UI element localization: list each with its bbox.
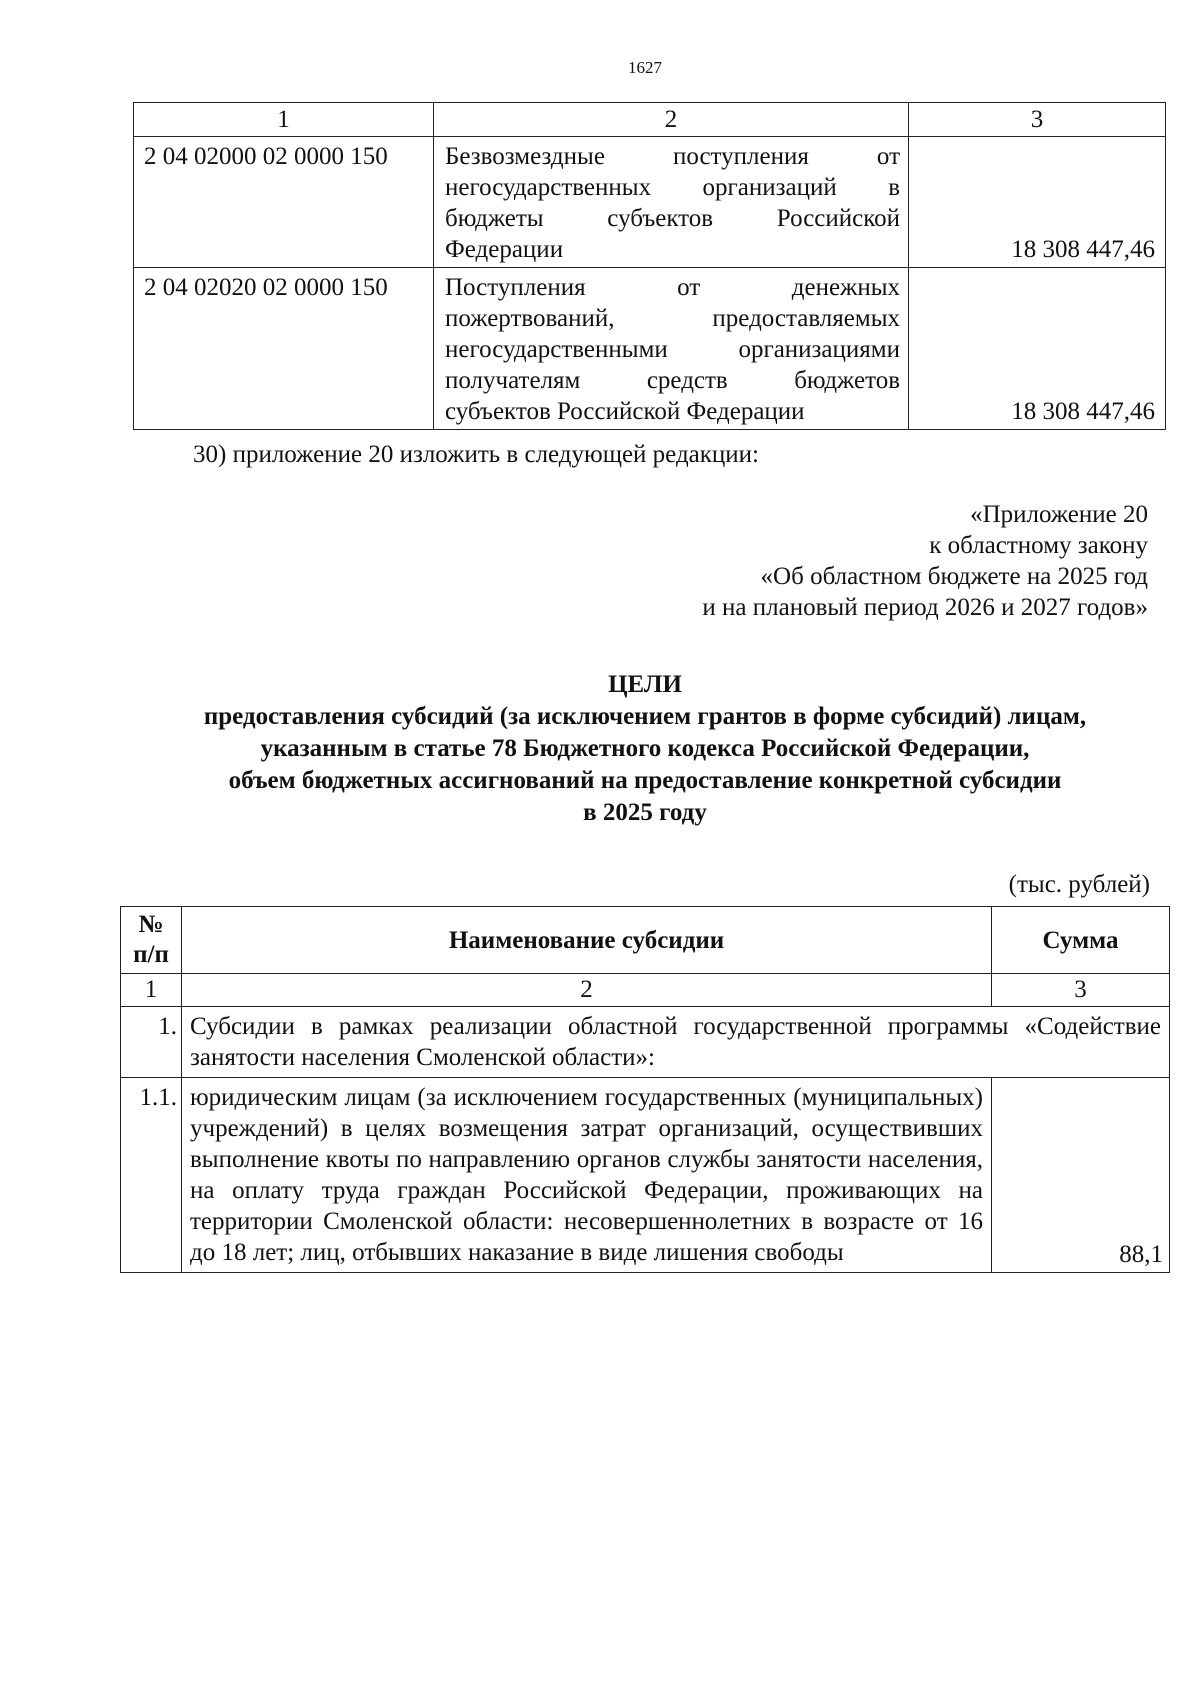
page-number: 1627: [628, 58, 662, 77]
column-index: 2: [182, 974, 992, 1007]
budget-code: 2 04 02000 02 0000 150: [134, 137, 434, 268]
subsidy-program: Субсидии в рамках реализации областной государственной программы «Содействие занятости населения Смоленской области»:: [182, 1007, 1170, 1078]
text-line: негосударственных организаций в: [445, 174, 900, 201]
header-line: п/п: [133, 941, 169, 968]
column-header-sum: Сумма: [992, 907, 1170, 974]
row-number: 1.1.: [121, 1078, 182, 1273]
text-line: Поступления от денежных: [445, 274, 900, 301]
column-header: 2: [434, 103, 909, 137]
annex-line: и на плановый период 2026 и 2027 годов»: [702, 594, 1148, 621]
subsidy-amount: 88,1: [992, 1078, 1170, 1273]
subsidy-table: [120, 906, 1170, 1273]
column-index: 1: [121, 974, 182, 1007]
column-header-number: [121, 907, 182, 974]
revenue-name: [434, 137, 909, 268]
annex-line: «Об областном бюджете на 2025 год: [760, 563, 1148, 590]
column-index-row: [121, 974, 1170, 1007]
table-row: [134, 268, 1166, 430]
revenue-sum: 18 308 447,46: [909, 137, 1166, 268]
row-number: 1.: [121, 1007, 182, 1078]
column-header: 1: [134, 103, 434, 137]
text-line: получателям средств бюджетов: [445, 367, 900, 394]
column-header: 3: [909, 103, 1166, 137]
revenue-table: [133, 102, 1166, 430]
annex-line: «Приложение 20: [970, 501, 1148, 528]
table-header-row: [121, 907, 1170, 974]
annex-reference: [702, 499, 1148, 623]
annex-line: к областному закону: [929, 532, 1148, 559]
text-line: негосударственными организациями: [445, 336, 900, 363]
table-header-row: [134, 103, 1166, 137]
text-line: бюджеты субъектов Российской: [445, 205, 900, 232]
document-title: [0, 669, 1200, 829]
subsidy-name: юридическим лицам (за исключением государственных (муниципальных) учреждений) в целях возмещения затрат организаций, осуществивших выполнение квоты по направлению органов службы занятости населения, на оплату труда граждан Российской Федерации, проживающих на территории Смоленской области: несовершеннолетних в возрасте от 16 до 18 лет; лиц, отбывших наказание в виде лишения свободы: [182, 1078, 992, 1273]
title-line: в 2025 году: [583, 799, 707, 826]
column-index: 3: [992, 974, 1170, 1007]
title-main: ЦЕЛИ: [608, 671, 682, 698]
instruction-paragraph: 30) приложение 20 изложить в следующей редакции:: [193, 441, 759, 468]
title-line: указанным в статье 78 Бюджетного кодекса Российской Федерации,: [260, 735, 1030, 762]
title-line: объем бюджетных ассигнований на предоставление конкретной субсидии: [228, 767, 1062, 794]
column-header-name: Наименование субсидии: [182, 907, 992, 974]
table-row: [134, 137, 1166, 268]
text-line: субъектов Российской Федерации: [445, 398, 805, 425]
units-label: (тыс. рублей): [1008, 871, 1150, 898]
text-line: пожертвований, предоставляемых: [445, 305, 900, 332]
text-line: Безвозмездные поступления от: [445, 143, 900, 170]
title-line: предоставления субсидий (за исключением грантов в форме субсидий) лицам,: [203, 703, 1087, 730]
revenue-name: [434, 268, 909, 430]
header-line: №: [138, 911, 164, 938]
budget-code: 2 04 02020 02 0000 150: [134, 268, 434, 430]
table-row: [121, 1078, 1170, 1273]
table-row: [121, 1007, 1170, 1078]
revenue-sum: 18 308 447,46: [909, 268, 1166, 430]
text-line: Федерации: [445, 236, 564, 263]
